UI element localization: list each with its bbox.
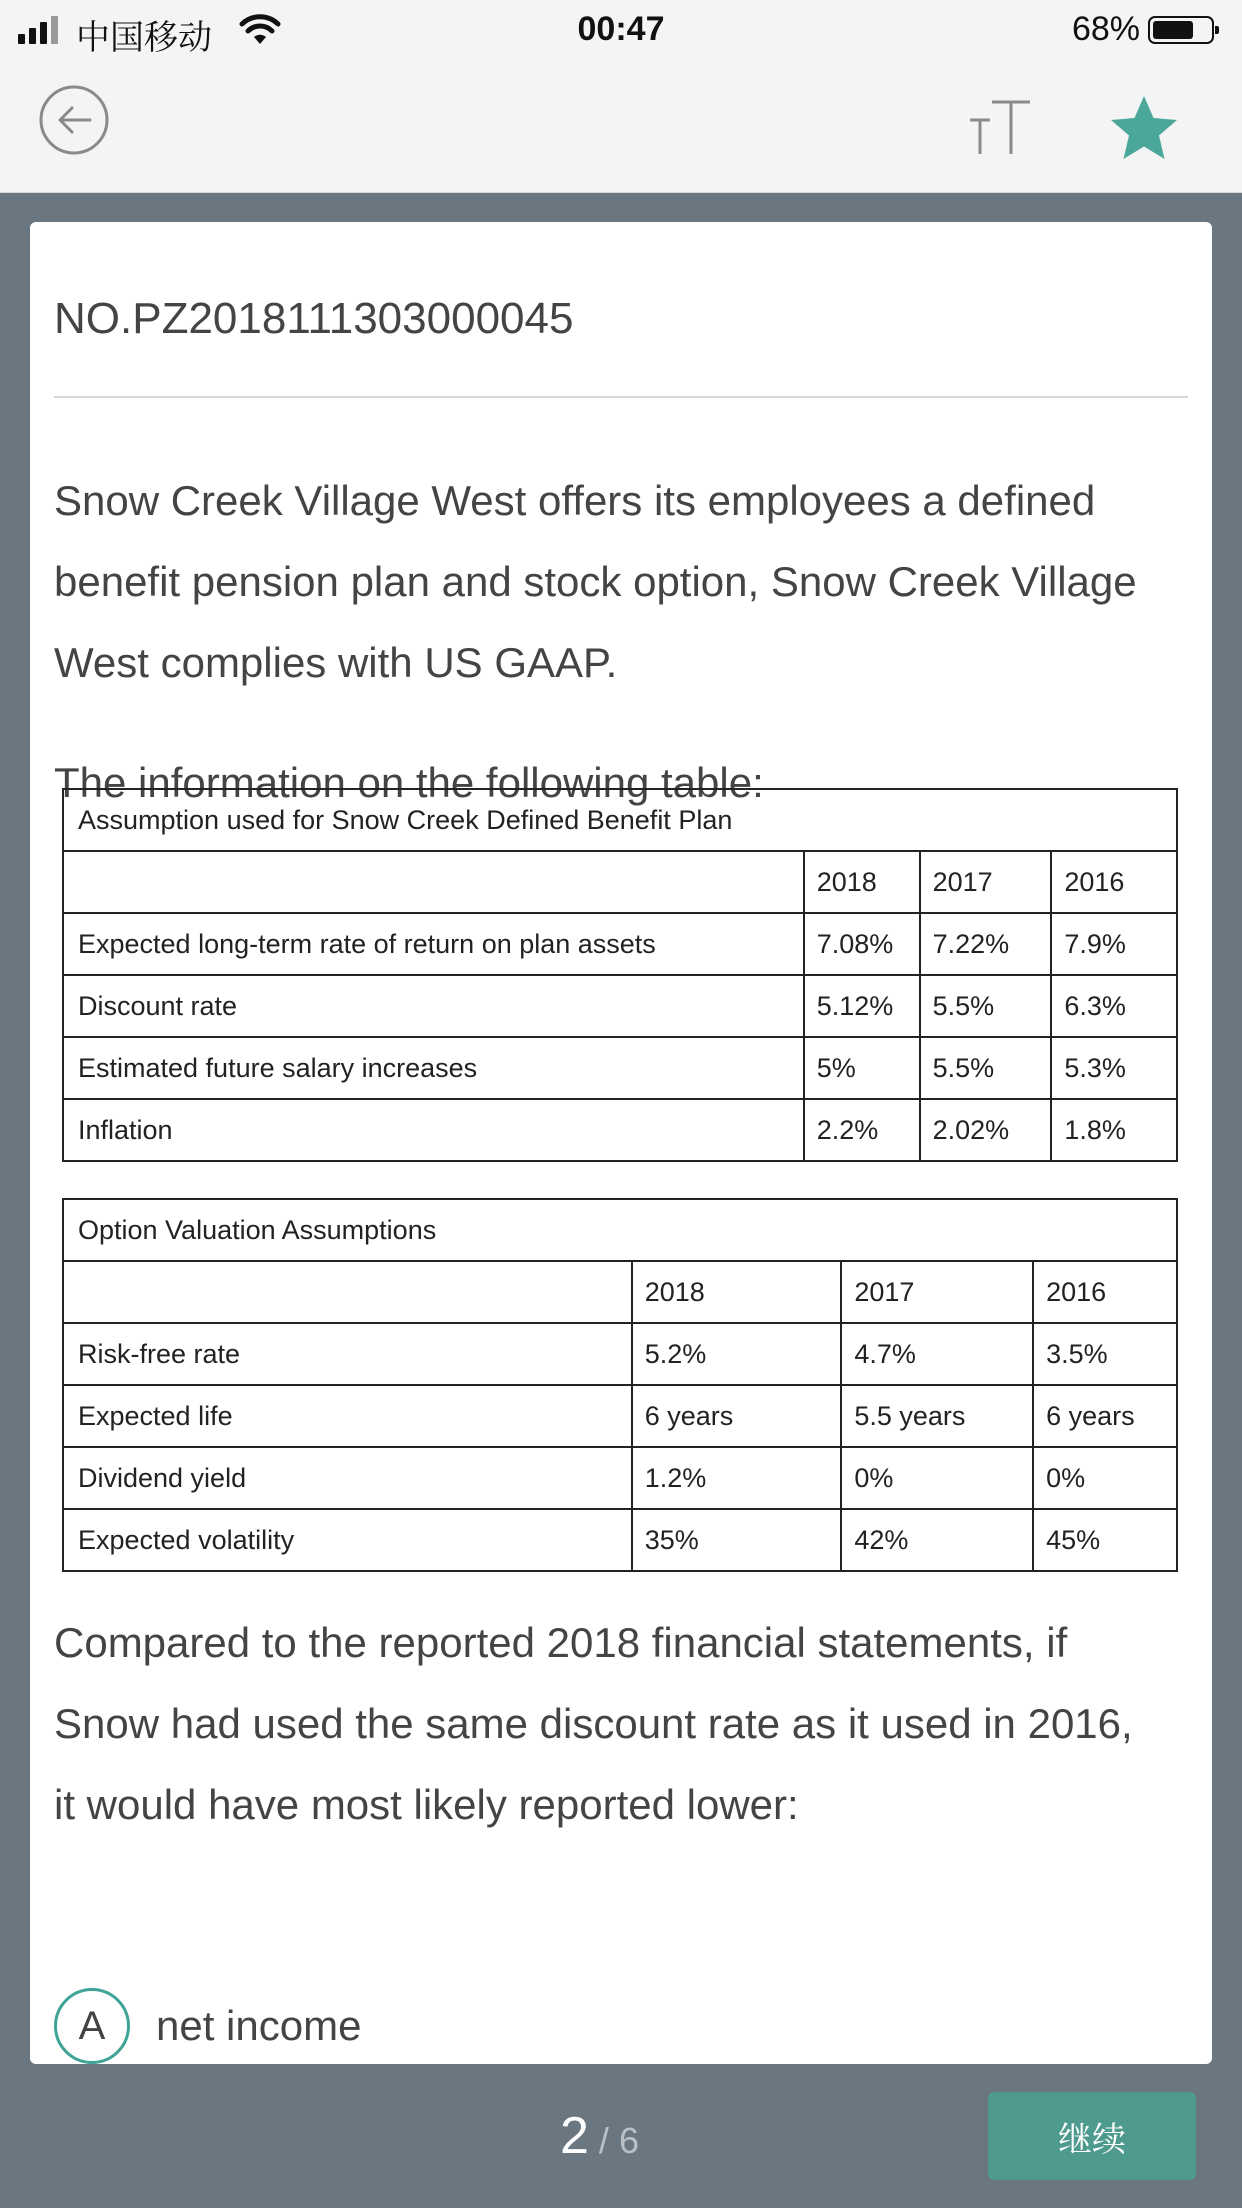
cell: 1.2% [632, 1447, 842, 1509]
year-header: 2016 [1051, 851, 1177, 913]
table-title: Option Valuation Assumptions [63, 1199, 1177, 1261]
status-bar [0, 0, 1242, 62]
answer-option-a[interactable] [54, 1988, 361, 2064]
cell: 1.8% [1051, 1099, 1177, 1161]
table-header-row [63, 851, 1177, 913]
option-text: net income [156, 2002, 362, 2049]
table-row [63, 1447, 1177, 1509]
row-label: Expected volatility [63, 1509, 632, 1571]
row-label: Expected long-term rate of return on plan assets [63, 913, 804, 975]
year-header: 2017 [920, 851, 1052, 913]
table-row [63, 1509, 1177, 1571]
row-label: Dividend yield [63, 1447, 632, 1509]
table-title: Assumption used for Snow Creek Defined Benefit Plan [63, 789, 1177, 851]
question-number: NO.PZ2018111303000045 [54, 294, 574, 343]
cell: 2.02% [920, 1099, 1052, 1161]
stem-line: it would have most likely reported lower: [54, 1781, 799, 1828]
top-nav-bar [0, 62, 1242, 193]
cell: 7.9% [1051, 913, 1177, 975]
option-letter[interactable]: A [54, 1988, 130, 2064]
stem-line: Compared to the reported 2018 financial statements, if [54, 1619, 1068, 1666]
table-row [63, 1385, 1177, 1447]
battery-icon [1148, 16, 1214, 44]
cell: 0% [1033, 1447, 1177, 1509]
current-page: 2 [560, 2107, 589, 2165]
star-icon[interactable] [1108, 92, 1180, 164]
row-label: Estimated future salary increases [63, 1037, 804, 1099]
cell: 7.22% [920, 913, 1052, 975]
cell: 0% [841, 1447, 1033, 1509]
question-card [30, 222, 1212, 2064]
page-indicator [560, 2106, 639, 2166]
intro-line: Snow Creek Village West offers its employees a defined [54, 477, 1096, 524]
cell: 5.12% [804, 975, 920, 1037]
question-intro [54, 460, 1194, 703]
row-label: Discount rate [63, 975, 804, 1037]
back-arrow-circle-icon[interactable] [38, 84, 110, 156]
cell: 6 years [632, 1385, 842, 1447]
stem-line: Snow had used the same discount rate as it used in 2016, [54, 1700, 1133, 1747]
question-stem [54, 1602, 1194, 1845]
table-row [63, 1323, 1177, 1385]
cell: 5.5 years [841, 1385, 1033, 1447]
font-size-icon[interactable] [968, 98, 1032, 158]
table-row [63, 913, 1177, 975]
table-row [63, 975, 1177, 1037]
table-row [63, 1099, 1177, 1161]
intro-line: benefit pension plan and stock option, Snow Creek Village [54, 558, 1137, 605]
row-label: Risk-free rate [63, 1323, 632, 1385]
table-header-row [63, 1261, 1177, 1323]
cell: 6.3% [1051, 975, 1177, 1037]
cell: 6 years [1033, 1385, 1177, 1447]
year-header: 2017 [841, 1261, 1033, 1323]
cell: 42% [841, 1509, 1033, 1571]
cell: 5% [804, 1037, 920, 1099]
continue-button[interactable]: 继续 [988, 2092, 1196, 2180]
cell: 45% [1033, 1509, 1177, 1571]
total-pages: 6 [618, 2120, 639, 2161]
row-label: Inflation [63, 1099, 804, 1161]
carrier-name: 中国移动 [76, 19, 212, 57]
cell: 35% [632, 1509, 842, 1571]
year-header: 2018 [804, 851, 920, 913]
cell: 5.5% [920, 975, 1052, 1037]
row-label: Expected life [63, 1385, 632, 1447]
battery-percent: 68% [1071, 10, 1140, 48]
pension-assumptions-table [62, 788, 1178, 1162]
cell: 5.3% [1051, 1037, 1177, 1099]
cell: 4.7% [841, 1323, 1033, 1385]
intro-line: West complies with US GAAP. [54, 639, 618, 686]
cell: 2.2% [804, 1099, 920, 1161]
cell: 5.2% [632, 1323, 842, 1385]
year-header: 2016 [1033, 1261, 1177, 1323]
cell: 5.5% [920, 1037, 1052, 1099]
table-intro: The information on the following table: [54, 759, 764, 806]
clock: 00:47 [577, 10, 665, 48]
page-separator: / [598, 2120, 609, 2161]
cell: 3.5% [1033, 1323, 1177, 1385]
divider [54, 396, 1188, 398]
year-header: 2018 [632, 1261, 842, 1323]
cell: 7.08% [804, 913, 920, 975]
option-valuation-table [62, 1198, 1178, 1572]
table-row [63, 1037, 1177, 1099]
